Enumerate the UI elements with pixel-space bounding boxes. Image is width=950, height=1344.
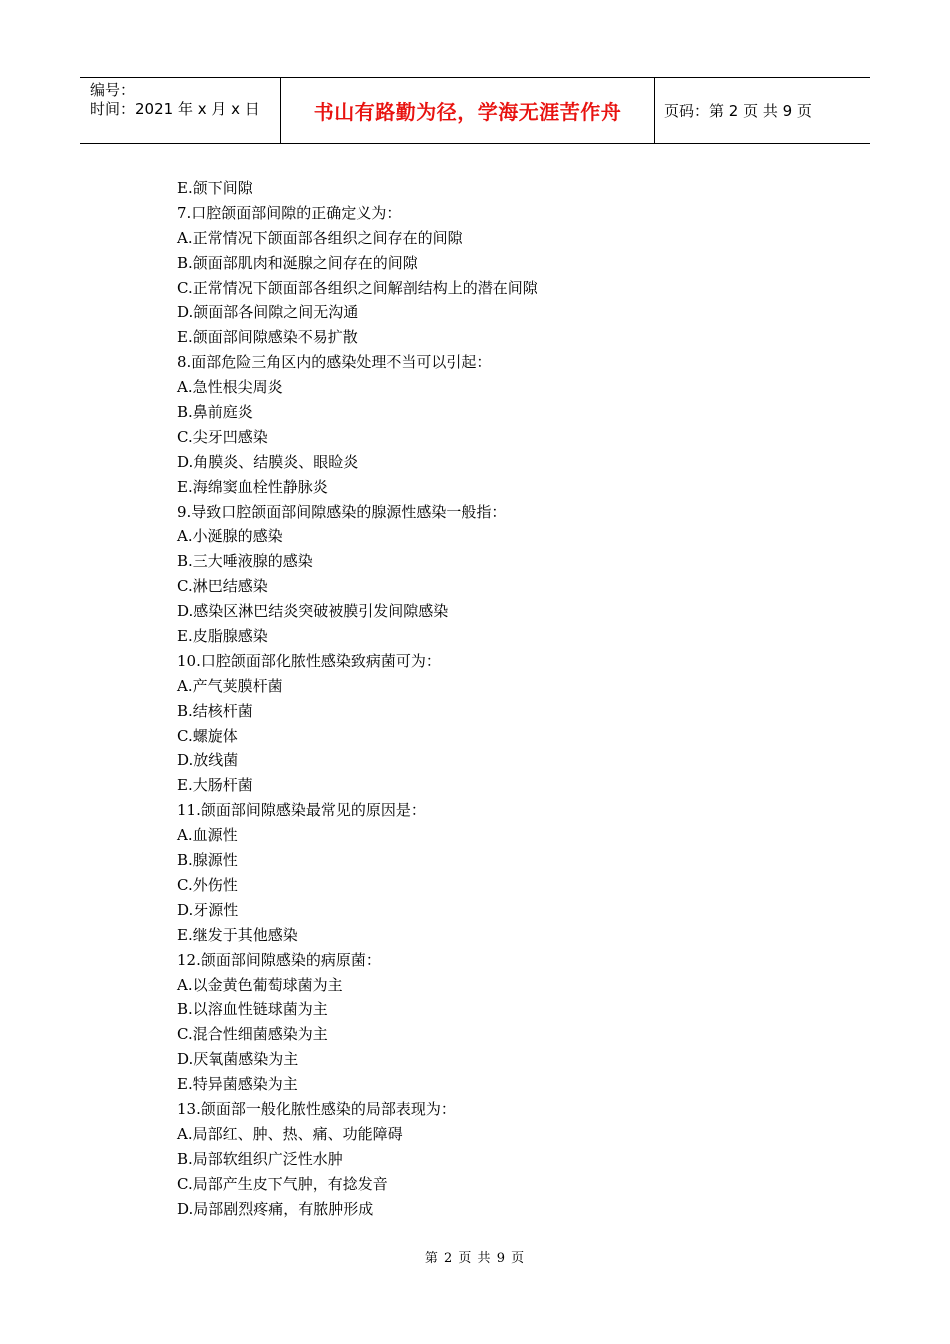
answer-option: B.颌面部肌肉和涎腺之间存在的间隙: [177, 253, 418, 272]
question-stem: 8.面部危险三角区内的感染处理不当可以引起：: [177, 353, 492, 372]
answer-option: B.以溶血性链球菌为主: [177, 1000, 328, 1019]
answer-option: E.特异菌感染为主: [177, 1075, 298, 1094]
answer-option: A.急性根尖周炎: [177, 378, 283, 397]
header-page-label: 页码：第 2 页 共 9 页: [664, 102, 812, 120]
answer-option: B.结核杆菌: [177, 701, 253, 720]
question-stem: 9.导致口腔颌面部间隙感染的腺源性感染一般指：: [177, 502, 507, 521]
question-list: [177, 176, 827, 1221]
answer-option: D.感染区淋巴结炎突破被膜引发间隙感染: [177, 602, 449, 621]
answer-option: D.颌面部各间隙之间无沟通: [177, 303, 359, 322]
answer-option: B.鼻前庭炎: [177, 403, 253, 422]
answer-option: E.皮脂腺感染: [177, 627, 268, 646]
answer-option: E.继发于其他感染: [177, 925, 298, 944]
answer-option: C.尖牙凹感染: [177, 427, 268, 446]
answer-option: C.淋巴结感染: [177, 577, 268, 596]
question-stem: 11.颌面部间隙感染最常见的原因是：: [177, 801, 426, 820]
answer-option: E.颌下间隙: [177, 179, 253, 197]
document-time-label: 时间：2021 年 x 月 x 日: [90, 100, 260, 118]
header-meta: [80, 78, 281, 143]
answer-option: A.正常情况下颌面部各组织之间存在的间隙: [177, 228, 463, 247]
answer-option: D.牙源性: [177, 900, 239, 919]
answer-option: A.以金黄色葡萄球菌为主: [177, 975, 343, 994]
answer-option: E.大肠杆菌: [177, 776, 253, 795]
answer-option: C.混合性细菌感染为主: [177, 1025, 328, 1044]
answer-option: A.小涎腺的感染: [177, 527, 283, 546]
question-stem: 13.颌面部一般化脓性感染的局部表现为：: [177, 1099, 456, 1118]
header-table: [80, 77, 870, 144]
header-page-cell: [655, 78, 870, 143]
answer-option: C.外伤性: [177, 875, 238, 894]
answer-option: B.局部软组织广泛性水肿: [177, 1149, 343, 1168]
page-footer: 第 2 页 共 9 页: [424, 1251, 526, 1266]
question-stem: 10.口腔颌面部化脓性感染致病菌可为：: [177, 651, 441, 670]
answer-option: E.海绵窦血栓性静脉炎: [177, 477, 328, 496]
header-motto-cell: [281, 78, 655, 143]
answer-option: B.腺源性: [177, 851, 238, 870]
question-stem: 12.颌面部间隙感染的病原菌：: [177, 950, 381, 969]
answer-option: A.产气荚膜杆菌: [177, 676, 283, 695]
answer-option: B.三大唾液腺的感染: [177, 552, 313, 571]
document-number-label: 编号：: [90, 81, 136, 99]
answer-option: C.局部产生皮下气肿，有捻发音: [177, 1174, 388, 1193]
answer-option: D.角膜炎、结膜炎、眼睑炎: [177, 452, 359, 471]
answer-option: D.局部剧烈疼痛，有脓肿形成: [177, 1199, 374, 1218]
answer-option: C.螺旋体: [177, 726, 238, 745]
header-motto: 书山有路勤为径，学海无涯苦作舟: [313, 100, 622, 124]
answer-option: D.放线菌: [177, 751, 239, 770]
answer-option: A.局部红、肿、热、痛、功能障碍: [177, 1124, 403, 1143]
answer-option: E.颌面部间隙感染不易扩散: [177, 328, 358, 347]
answer-option: D.厌氧菌感染为主: [177, 1050, 299, 1069]
answer-option: A.血源性: [177, 826, 238, 845]
question-stem: 7.口腔颌面部间隙的正确定义为：: [177, 203, 402, 222]
answer-option: C.正常情况下颌面部各组织之间解剖结构上的潜在间隙: [177, 278, 538, 297]
